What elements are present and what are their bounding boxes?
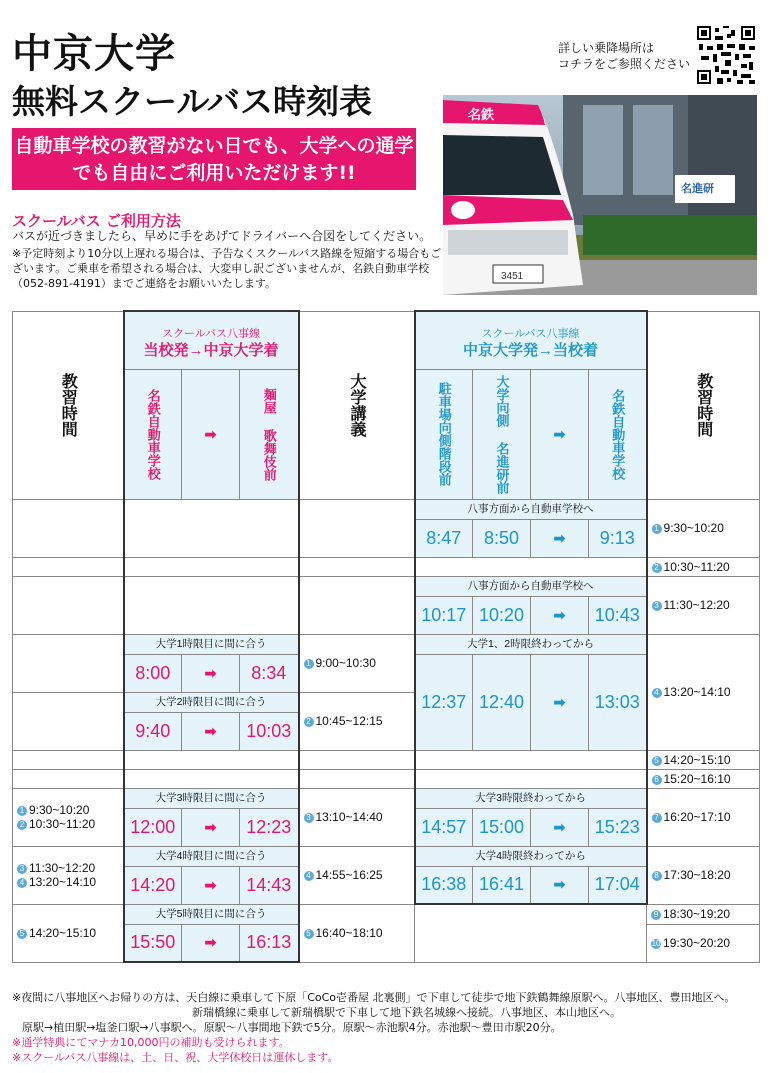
in-stop-label: 名鉄自動車学校 bbox=[610, 388, 626, 480]
right-period-9: 9 18:30~19:20 bbox=[647, 904, 760, 924]
title-timetable: 無料スクールバス時刻表 bbox=[12, 82, 373, 121]
in-time: 12:40 bbox=[473, 654, 531, 750]
right-period-6: 6 15:20~16:10 bbox=[647, 769, 760, 788]
in-time: 15:23 bbox=[589, 808, 647, 846]
right-header-cell bbox=[647, 311, 760, 499]
arrow-icon: ➡ bbox=[531, 866, 589, 904]
out-stop-label: 麺屋 歌舞伎前 bbox=[261, 387, 277, 481]
arrow-icon: ➡ bbox=[182, 866, 240, 904]
out-time: 14:20 bbox=[124, 866, 182, 904]
mid-period-4: 4 14:55~16:25 bbox=[299, 846, 415, 904]
title-university: 中京大学 bbox=[12, 31, 176, 77]
arrow-icon: ➡ bbox=[182, 808, 240, 846]
timetable bbox=[12, 310, 760, 963]
mid-period-5: 5 16:40~18:10 bbox=[299, 904, 415, 962]
out-stop-1 bbox=[124, 369, 182, 499]
footer-line-2: 新瑞橋線に乗車して新瑞橋駅で下車して地下鉄名城線へ接続。八事地区、本山地区へ。 bbox=[192, 1006, 621, 1019]
in-stop-label: 大学向側 名進研前 bbox=[494, 374, 510, 494]
footer-line-4: ※通学特典にてマナカ10,000円の補助も受けられます。 bbox=[12, 1036, 290, 1049]
in-time: 17:04 bbox=[589, 866, 647, 904]
out-time: 15:50 bbox=[124, 924, 182, 962]
in-time: 10:17 bbox=[415, 596, 473, 634]
in-time: 8:50 bbox=[473, 519, 531, 557]
right-period-4: 4 13:20~14:10 bbox=[647, 634, 760, 750]
left-periods-a: 1 9:30~10:20 2 10:30~11:20 bbox=[13, 788, 124, 846]
qr-code-icon[interactable] bbox=[697, 26, 755, 84]
bus-photo bbox=[443, 95, 757, 295]
out-caption-p1: 大学1時限目に間に合う bbox=[124, 634, 299, 654]
out-title: 当校発→中京大学着 bbox=[143, 342, 279, 360]
out-caption-p3: 大学3時限目に間に合う bbox=[124, 788, 299, 808]
footer-line-3: 原駅→植田駅→塩釜口駅→八事駅へ。原駅〜八事間地下鉄で5分。原駅〜赤池駅4分。赤池駅〜豊田市駅20分。 bbox=[22, 1021, 562, 1034]
out-stop-2 bbox=[240, 369, 299, 499]
mid-period-1: 1 9:00~10:30 bbox=[299, 634, 415, 692]
out-header bbox=[124, 311, 299, 369]
right-header: 教習時間 bbox=[694, 373, 712, 437]
footer-line-1: ※夜間に八事地区へお帰りの方は、天白線に乗車して下原「CoCo壱番屋 北裏側」で下車して徒歩で地下鉄鶴舞線原駅へ。八事地区、豊田地区へ。 bbox=[12, 991, 736, 1004]
out-time: 16:13 bbox=[240, 924, 299, 962]
right-period-5: 5 14:20~15:10 bbox=[647, 750, 760, 769]
left-periods-b: 3 11:30~12:20 4 13:20~14:10 bbox=[13, 846, 124, 904]
arrow-icon: ➡ bbox=[531, 808, 589, 846]
arrow-icon: ➡ bbox=[182, 924, 240, 962]
in-time: 10:43 bbox=[589, 596, 647, 634]
right-period-3: 3 11:30~12:20 bbox=[647, 576, 760, 634]
footer-line-5: ※スクールバス八事線は、土、日、祝、大学休校日は運休します。 bbox=[12, 1051, 339, 1064]
in-time: 14:57 bbox=[415, 808, 473, 846]
out-caption-p4: 大学4時限目に間に合う bbox=[124, 846, 299, 866]
right-period-2: 2 10:30~11:20 bbox=[647, 557, 760, 576]
out-time: 8:34 bbox=[240, 654, 299, 692]
bus-label: 名鉄 bbox=[468, 107, 495, 122]
in-caption-row1: 八事方面から自動車学校へ bbox=[415, 499, 647, 519]
out-time: 9:40 bbox=[124, 712, 182, 750]
left-periods-c: 5 14:20~15:10 bbox=[13, 904, 124, 962]
in-time: 12:37 bbox=[415, 654, 473, 750]
plate-text: 3451 bbox=[501, 271, 524, 282]
right-period-1: 1 9:30~10:20 bbox=[647, 499, 760, 557]
in-stop-1 bbox=[415, 369, 473, 499]
in-time: 16:38 bbox=[415, 866, 473, 904]
mid-period-2: 2 10:45~12:15 bbox=[299, 692, 415, 750]
in-time: 8:47 bbox=[415, 519, 473, 557]
in-caption-p12: 大学1、2時限終わってから bbox=[415, 634, 647, 654]
right-period-8: 8 17:30~18:20 bbox=[647, 846, 760, 904]
in-time: 10:20 bbox=[473, 596, 531, 634]
out-caption-p5: 大学5時限目に間に合う bbox=[124, 904, 299, 924]
arrow-icon: ➡ bbox=[531, 596, 589, 634]
mid-period-3: 3 13:10~14:40 bbox=[299, 788, 415, 846]
arrow-icon: ➡ bbox=[182, 712, 240, 750]
out-caption-p2: 大学2時限目に間に合う bbox=[124, 692, 299, 712]
mid-header-cell bbox=[299, 311, 415, 499]
qr-caption: 詳しい乗降場所は コチラをご参照ください bbox=[558, 41, 691, 71]
howto-heading: スクールバス ご利用方法 bbox=[12, 212, 181, 230]
footer-notes bbox=[12, 990, 762, 1065]
arrow-icon: ➡ bbox=[182, 369, 240, 499]
banner: 自動車学校の教習がない日でも、大学への通学でも自由にご利用いただけます!! bbox=[12, 128, 416, 190]
arrow-icon: ➡ bbox=[531, 369, 589, 499]
mid-header: 大学講義 bbox=[348, 373, 365, 437]
arrow-icon: ➡ bbox=[531, 519, 589, 557]
howto-line: バスが近づきましたら、早めに手をあげてドライバーへ合図をしてください。 bbox=[12, 229, 432, 243]
in-caption: スクールバス八事線 bbox=[481, 328, 580, 341]
in-title: 中京大学発→当校着 bbox=[463, 342, 599, 360]
in-stop-3 bbox=[589, 369, 647, 499]
in-time: 16:41 bbox=[473, 866, 531, 904]
in-stop-label: 駐車場向側階段前 bbox=[436, 382, 452, 486]
left-header-cell bbox=[13, 311, 124, 499]
out-stop-label: 名鉄自動車学校 bbox=[145, 388, 161, 480]
right-period-7: 7 16:20~17:10 bbox=[647, 788, 760, 846]
howto-note: ※予定時刻より10分以上遅れる場合は、予告なくスクールバス路線を短縮する場合もございます。ご乗車を希望される場合は、大変申し訳ございませんが、名鉄自動車学校（052-891-4191）までご連絡をお願いいたします。 bbox=[12, 247, 442, 290]
in-time: 15:00 bbox=[473, 808, 531, 846]
out-time: 8:00 bbox=[124, 654, 182, 692]
out-time: 12:23 bbox=[240, 808, 299, 846]
in-time: 13:03 bbox=[589, 654, 647, 750]
in-header bbox=[415, 311, 647, 369]
in-caption-p3: 大学3時限終わってから bbox=[415, 788, 647, 808]
out-time: 10:03 bbox=[240, 712, 299, 750]
in-time: 9:13 bbox=[589, 519, 647, 557]
sign-text: 名進研 bbox=[681, 183, 714, 195]
out-time: 12:00 bbox=[124, 808, 182, 846]
right-period-10: 10 19:30~20:20 bbox=[647, 924, 760, 962]
left-header: 教習時間 bbox=[59, 373, 77, 437]
arrow-icon: ➡ bbox=[182, 654, 240, 692]
in-stop-2 bbox=[473, 369, 531, 499]
out-time: 14:43 bbox=[240, 866, 299, 904]
out-caption: スクールバス八事線 bbox=[161, 328, 260, 341]
in-caption-p4: 大学4時限終わってから bbox=[415, 846, 647, 866]
in-caption-row3: 八事方面から自動車学校へ bbox=[415, 576, 647, 596]
arrow-icon: ➡ bbox=[531, 654, 589, 750]
